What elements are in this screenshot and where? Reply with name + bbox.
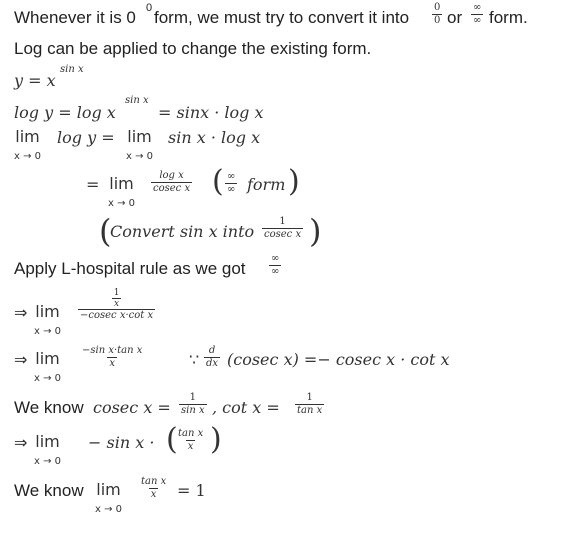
line12-rparen: ) (210, 422, 222, 457)
line7-text: Convert sin x into (110, 222, 255, 241)
line11-cosec: cosec x = (93, 398, 171, 417)
line13-frac: $\frac{\text{tan x}}{x}$ (141, 476, 167, 500)
line4-sup: sin x (125, 95, 149, 106)
line10-because: ∵ (189, 350, 200, 369)
line9-frac: 1 x −cosec x·cot x (80, 288, 154, 321)
line2-text: Log can be applied to change the existing form. (14, 39, 372, 58)
line1-or: or (447, 8, 463, 27)
line4-rhs: = sinx · log x (158, 103, 264, 122)
line13-eq: = 1 (177, 481, 206, 500)
line1-text-c: form. (489, 8, 528, 27)
line12-implies: ⇒ (14, 433, 28, 452)
line7-rparen: ) (309, 212, 322, 250)
line1-text-b: form, we must try to convert it into (154, 8, 410, 27)
line12-lim: lim x → 0 (34, 432, 62, 467)
line9-lim: lim x → 0 (34, 302, 62, 337)
line1-text-a: Whenever it is 0 (14, 8, 136, 27)
line12-lparen: ( (166, 422, 178, 457)
line9-implies: ⇒ (14, 303, 28, 322)
line3-eq: y = x (14, 71, 56, 90)
line1-frac-zero: $\frac{0}{0}$ (434, 2, 441, 26)
line6-frac: $\frac{\text{log x}}{\text{cosec x}}$ (153, 170, 191, 194)
line3-sup: sin x (60, 64, 84, 75)
line5-mid: log y = (57, 128, 115, 147)
line6-lparen: ( (212, 164, 224, 199)
line7-lparen: ( (99, 212, 112, 250)
line11-cot: , cot x = (212, 398, 280, 417)
line1-sup: 0 (146, 2, 153, 14)
line8-frac: ∞ ∞ (271, 253, 280, 277)
line13-lim: lim x → 0 (95, 480, 123, 515)
line11-text: We know (14, 398, 84, 417)
line5-lim1: lim x → 0 (14, 127, 42, 162)
line10-rest: (cosec x) =− cosec x · cot x (227, 350, 450, 369)
line5-rhs: sin x · log x (168, 128, 261, 147)
line10-implies: ⇒ (14, 350, 28, 369)
line11-frac1: $\frac{1}{\text{sin x}}$ (181, 392, 205, 416)
line13-text: We know (14, 481, 84, 500)
line6-lim: lim x → 0 (108, 174, 136, 209)
line10-lim: lim x → 0 (34, 349, 62, 384)
line6-form: form (247, 175, 286, 194)
line4-lhs: log y = log x (14, 103, 116, 122)
line11-frac2: $\frac{1}{\text{tan x}}$ (297, 392, 323, 416)
line6-paren-frac: ∞ ∞ (227, 171, 236, 195)
line10-derivative: $\frac{d}{dx}$ (206, 345, 219, 369)
line10-frac: $\frac{\text{−sin x·tan x}}{x}$ (82, 345, 143, 369)
line6-eq: = (86, 175, 100, 194)
line7-frac: $\frac{1}{\text{cosec x}}$ (264, 216, 302, 240)
line1-frac-inf: ∞ ∞ (473, 2, 482, 26)
line6-rparen: ) (288, 164, 300, 199)
line5-lim2: lim x → 0 (126, 127, 154, 162)
line8-text: Apply L-hospital rule as we got (14, 259, 246, 278)
line12-sinx: − sin x · (88, 433, 155, 452)
line12-frac: $\frac{\text{tan x}}{x}$ (178, 428, 204, 452)
